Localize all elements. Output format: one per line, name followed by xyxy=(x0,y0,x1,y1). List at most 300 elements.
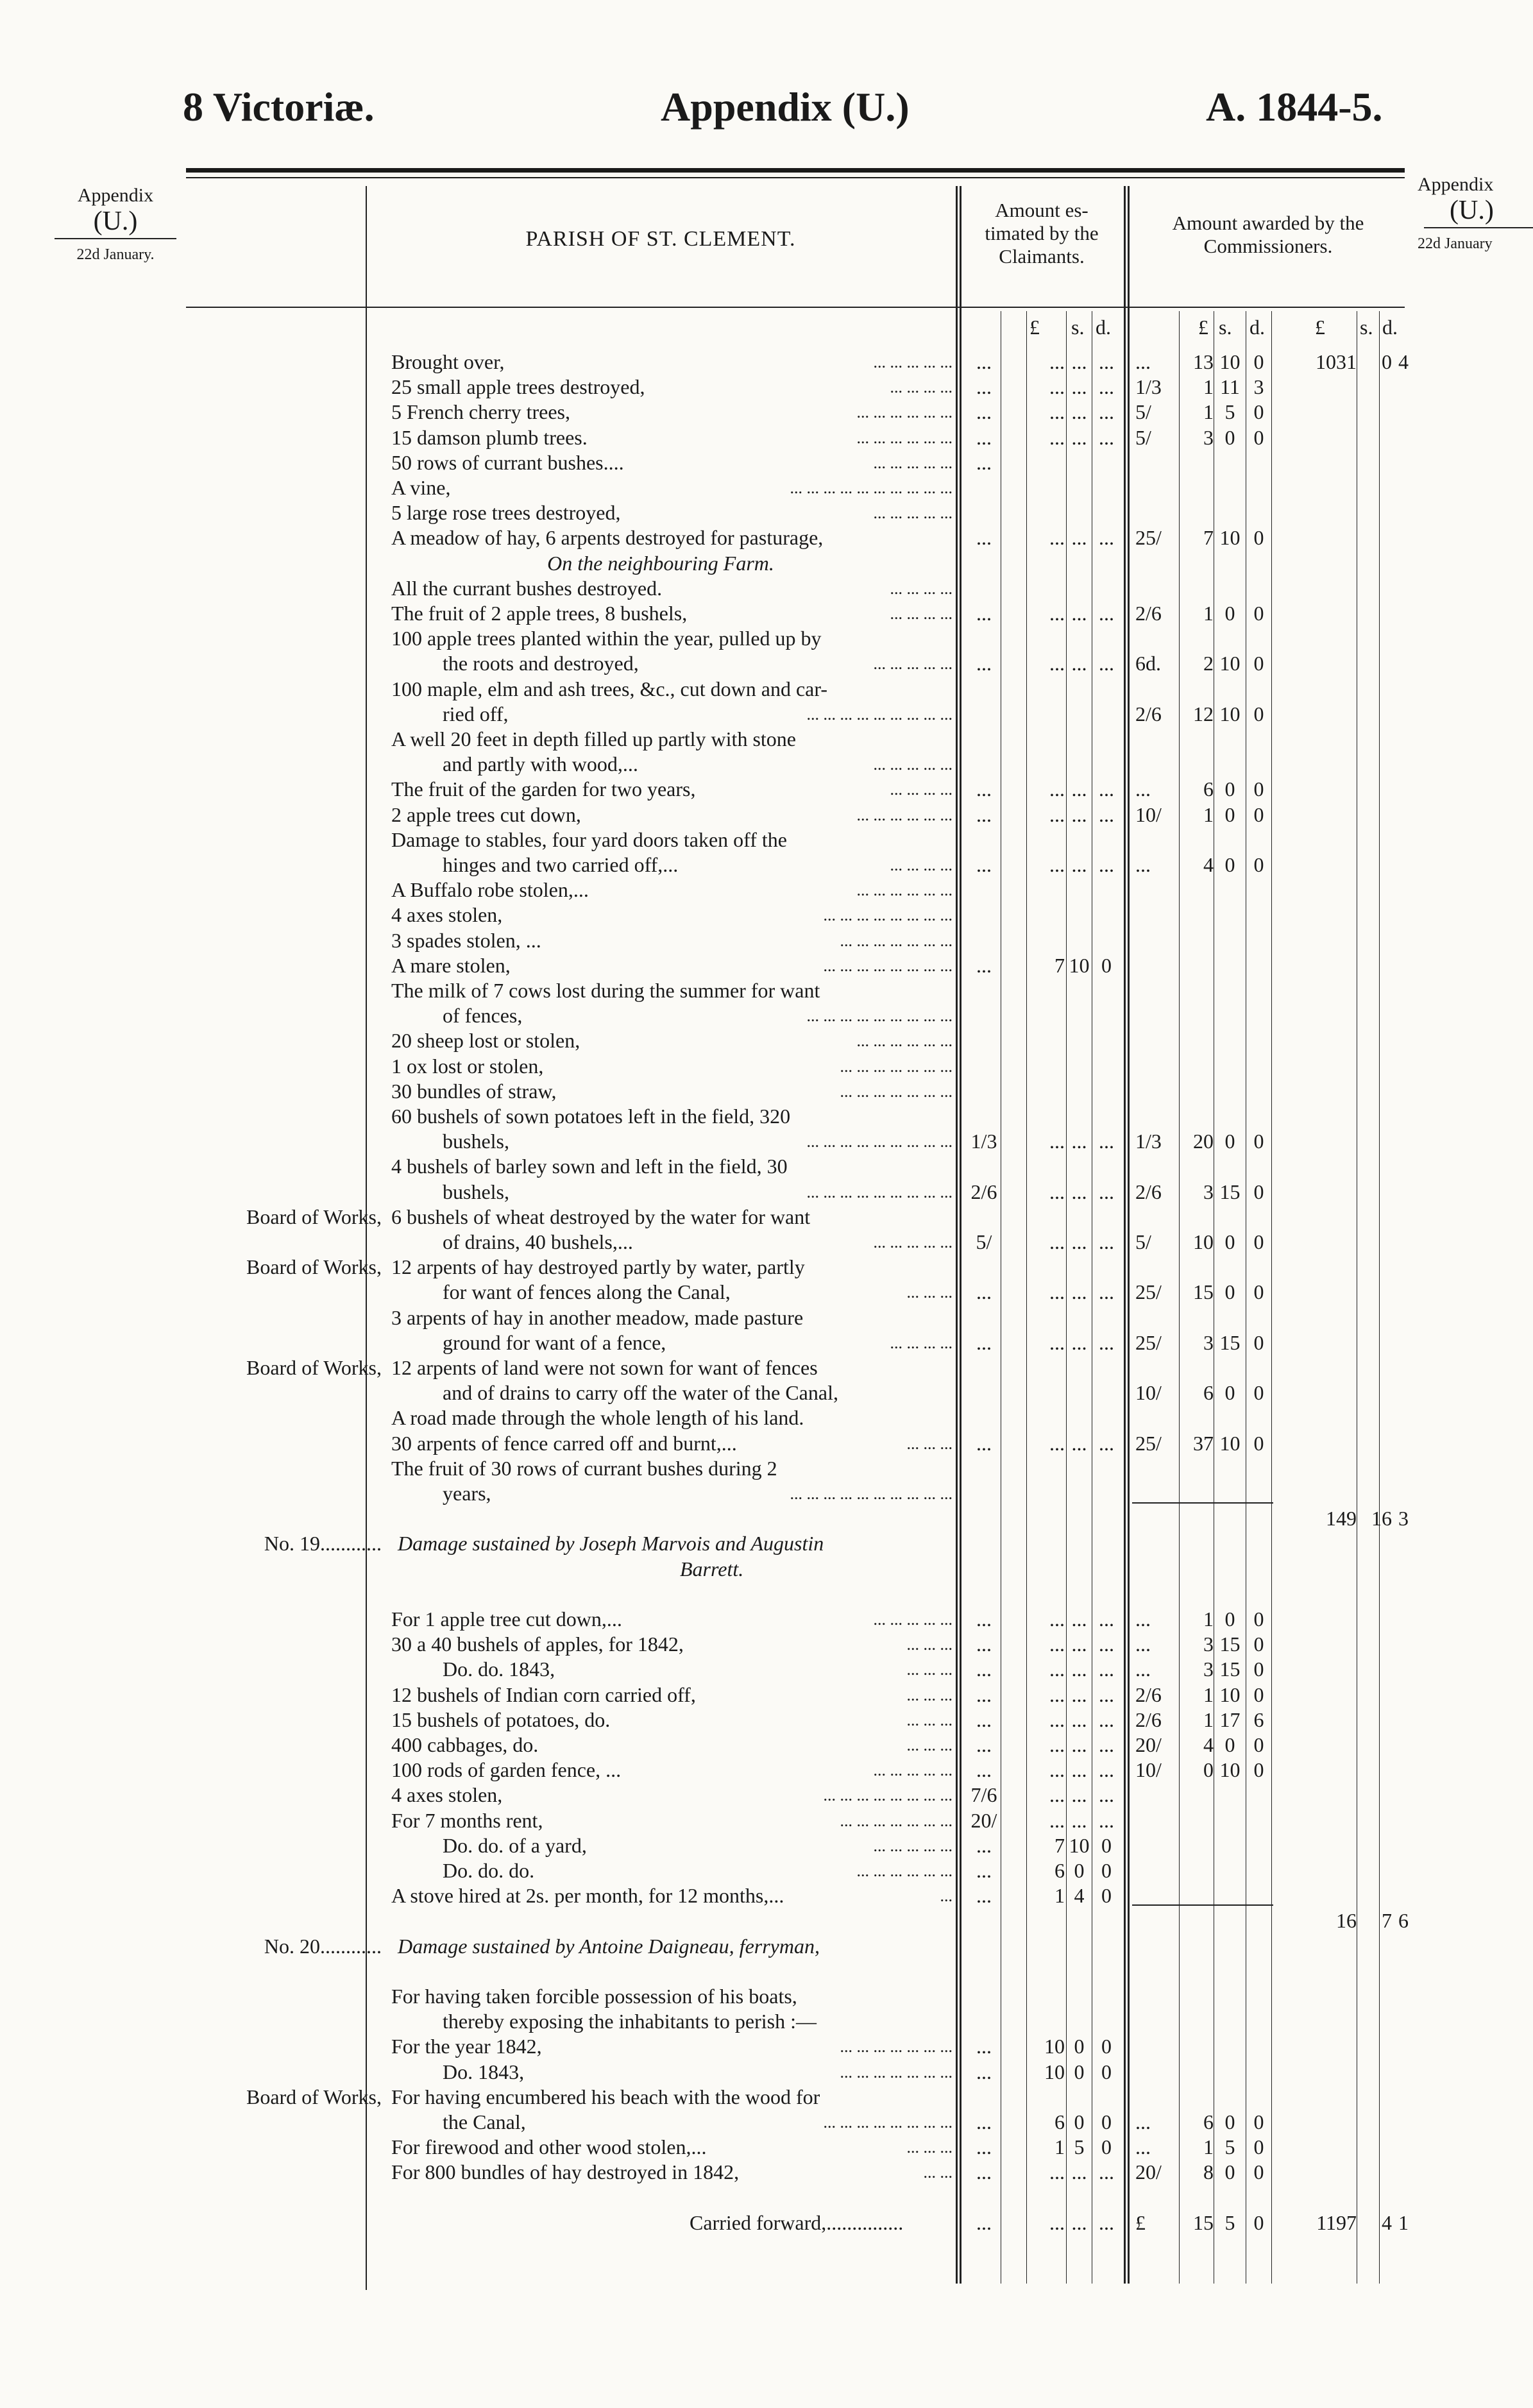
amount-p: 7 xyxy=(1054,953,1065,977)
margin-reference: Board of Works, xyxy=(246,1356,382,1379)
item-description: A vine, xyxy=(391,476,451,499)
amount-cs: 5 xyxy=(1224,2135,1235,2159)
amount-a: ... xyxy=(976,1431,992,1455)
claim-row xyxy=(0,1708,1533,1733)
claim-row xyxy=(0,1104,1533,1129)
amount-s: 10 xyxy=(1069,1833,1090,1857)
amount-s: ... xyxy=(1071,2160,1087,2184)
amount-s: 0 xyxy=(1074,2060,1085,2083)
leader-dots: ... ... ... ... ... ... xyxy=(856,403,953,422)
leader-dots: ... ... xyxy=(923,2163,953,2182)
item-description: 3 spades stolen, ... xyxy=(391,928,541,952)
claim-row xyxy=(0,525,1533,550)
leader-dots: ... ... ... ... xyxy=(890,780,953,799)
amount-a: ... xyxy=(976,400,992,424)
amount-p: ... xyxy=(1049,350,1065,373)
pound-head: £ xyxy=(1029,316,1040,339)
claim-row xyxy=(0,1733,1533,1758)
amount-p: ... xyxy=(1049,2160,1065,2184)
amount-cs: 10 xyxy=(1219,526,1241,550)
header-right: A. 1844-5. xyxy=(1206,84,1383,130)
item-description: 20 sheep lost or stolen, xyxy=(391,1029,580,1053)
claim-row xyxy=(0,601,1533,626)
claim-row xyxy=(0,852,1533,878)
amount-d: ... xyxy=(1099,1758,1114,1782)
amount-s: 5 xyxy=(1074,2135,1085,2159)
claim-row xyxy=(0,978,1533,1003)
subtotal-rule xyxy=(1132,1502,1273,1504)
amount-cs: 0 xyxy=(1224,425,1235,449)
estimated-header-line3: Claimants. xyxy=(999,245,1085,267)
amount-p: ... xyxy=(1049,1683,1065,1706)
amount-a: ... xyxy=(976,1733,992,1756)
item-description: Damage to stables, four yard doors taken off the xyxy=(391,827,787,851)
amount-r: 20/ xyxy=(1135,2160,1162,2184)
item-description: A road made through the whole length of his land. xyxy=(391,1406,804,1430)
claim-row xyxy=(0,1431,1533,1456)
item-description: A Buffalo robe stolen,... xyxy=(391,878,589,902)
leader-dots: ... ... ... ... ... ... xyxy=(856,428,953,447)
amount-cd: 3 xyxy=(1253,375,1264,399)
amount-p: 1 xyxy=(1054,2135,1065,2159)
amount-cp: 10 xyxy=(1193,1230,1214,1253)
amount-p: ... xyxy=(1049,526,1065,550)
amount-cp: 13 xyxy=(1193,350,1214,373)
item-description: For having taken forcible possession of his boats, xyxy=(391,1985,797,2008)
amount-d: ... xyxy=(1099,1431,1114,1455)
amount-p: ... xyxy=(1049,802,1065,826)
amount-cs: 10 xyxy=(1219,1758,1241,1782)
parish-title: PARISH OF ST. CLEMENT. xyxy=(525,227,796,251)
item-description: of fences, xyxy=(443,1004,523,1028)
claim-row xyxy=(0,2085,1533,2110)
margin-right-appendix: Appendix xyxy=(1418,174,1494,195)
item-description: the Canal, xyxy=(443,2110,526,2133)
claim-row xyxy=(0,1557,1533,1582)
claim-row xyxy=(0,1280,1533,1305)
amount-d: ... xyxy=(1099,425,1114,449)
awarded-header xyxy=(1130,212,1406,258)
amount-r: ... xyxy=(1135,1658,1151,1681)
amount-d: ... xyxy=(1099,1607,1114,1631)
amount-cs: 10 xyxy=(1219,702,1241,725)
item-description: 5 French cherry trees, xyxy=(391,400,570,424)
amount-r: 5/ xyxy=(1135,425,1151,449)
claim-row xyxy=(0,2009,1533,2034)
amount-cd: 0 xyxy=(1253,853,1264,876)
claim-row xyxy=(0,1003,1533,1028)
amount-r: 10/ xyxy=(1135,1381,1162,1405)
amount-cp: 1 xyxy=(1203,602,1214,625)
claim-row xyxy=(0,1405,1533,1430)
item-description: For 1 apple tree cut down,... xyxy=(391,1607,622,1631)
carried-forward-row xyxy=(0,2210,1533,2235)
claim-row xyxy=(0,576,1533,601)
leader-dots: ... ... ... ... ... ... xyxy=(856,1861,953,1880)
pence-head: d. xyxy=(1382,316,1398,339)
margin-reference: Board of Works, xyxy=(246,1205,382,1228)
item-description: 400 cabbages, do. xyxy=(391,1733,539,1756)
shilling-head: s. xyxy=(1219,316,1232,339)
item-description: 1 ox lost or stolen, xyxy=(391,1054,544,1078)
item-description: 4 bushels of barley sown and left in the field, 30 xyxy=(391,1155,788,1178)
item-description: of drains, 40 bushels,... xyxy=(443,1230,633,1253)
claim-row xyxy=(0,1758,1533,1783)
amount-s: ... xyxy=(1071,526,1087,550)
amount-tp: 1031 xyxy=(1316,350,1357,373)
amount-a: ... xyxy=(976,853,992,876)
claim-row xyxy=(0,1255,1533,1280)
amount-cp: 20 xyxy=(1193,1130,1214,1153)
amount-cd: 0 xyxy=(1253,1230,1264,1253)
amount-s: ... xyxy=(1071,1733,1087,1756)
amount-r: 10/ xyxy=(1135,802,1162,826)
amount-cp: 15 xyxy=(1193,1280,1214,1304)
awarded-header-line2: Commissioners. xyxy=(1203,235,1333,257)
amount-a: ... xyxy=(976,2035,992,2058)
amount-s: ... xyxy=(1071,1330,1087,1354)
item-description: Brought over, xyxy=(391,350,505,373)
item-description: A well 20 feet in depth filled up partly with stone xyxy=(391,727,796,750)
amount-r: ... xyxy=(1135,350,1151,373)
item-description: hinges and two carried off,... xyxy=(443,853,679,876)
amount-a: ... xyxy=(976,1833,992,1857)
amount-cd: 0 xyxy=(1253,2210,1264,2234)
amount-cd: 0 xyxy=(1253,1180,1264,1203)
section-heading: Damage sustained by Antoine Daigneau, ferryman, xyxy=(398,1934,820,1958)
amount-a: 5/ xyxy=(976,1230,992,1253)
amount-cs: 0 xyxy=(1224,602,1235,625)
leader-dots: ... ... ... ... ... ... ... ... xyxy=(823,906,953,925)
leader-dots: ... ... ... xyxy=(906,1710,953,1729)
leader-dots: ... ... ... ... ... xyxy=(873,755,953,774)
amount-a: ... xyxy=(976,1658,992,1681)
leader-dots: ... ... ... ... ... ... ... ... xyxy=(823,956,953,975)
shilling-head: s. xyxy=(1071,316,1085,339)
amount-a: ... xyxy=(976,802,992,826)
item-description: For firewood and other wood stolen,... xyxy=(391,2135,707,2159)
amount-s: ... xyxy=(1071,1180,1087,1203)
item-description: and of drains to carry off the water of the Canal, xyxy=(443,1381,838,1405)
leader-dots: ... ... ... xyxy=(906,1660,953,1679)
amount-r: 2/6 xyxy=(1135,602,1162,625)
item-description: The fruit of 2 apple trees, 8 bushels, xyxy=(391,602,688,625)
amount-d: ... xyxy=(1099,602,1114,625)
margin-right-u: (U.) xyxy=(1450,196,1494,225)
item-description: 12 arpents of land were not sown for want of fences xyxy=(391,1356,818,1379)
amount-cd: 0 xyxy=(1253,2135,1264,2159)
amount-tp: 149 xyxy=(1326,1507,1357,1530)
amount-s: ... xyxy=(1071,2210,1087,2234)
claim-row xyxy=(0,1180,1533,1205)
item-description: The fruit of 30 rows of currant bushes during 2 xyxy=(391,1456,777,1480)
leader-dots: ... ... ... ... ... ... ... ... ... xyxy=(806,704,953,724)
amount-cd: 0 xyxy=(1253,1280,1264,1304)
claim-row xyxy=(0,1054,1533,1079)
amount-cp: 1 xyxy=(1203,1683,1214,1706)
item-description: 12 bushels of Indian corn carried off, xyxy=(391,1683,696,1706)
item-description: For having encumbered his beach with the wood for xyxy=(391,2085,820,2108)
claim-row xyxy=(0,777,1533,802)
amount-cd: 0 xyxy=(1253,1381,1264,1405)
amount-cd: 0 xyxy=(1253,1758,1264,1782)
item-description: 25 small apple trees destroyed, xyxy=(391,375,645,399)
claim-row xyxy=(0,2060,1533,2085)
amount-cp: 3 xyxy=(1203,425,1214,449)
amount-r: 2/6 xyxy=(1135,1683,1162,1706)
item-description: and partly with wood,... xyxy=(443,752,638,776)
amount-d: 0 xyxy=(1101,1833,1112,1857)
amount-a: ... xyxy=(976,2110,992,2133)
leader-dots: ... ... ... ... ... ... ... xyxy=(840,2062,953,2082)
claim-row xyxy=(0,827,1533,852)
leader-dots: ... ... ... xyxy=(906,1736,953,1754)
amount-cd: 0 xyxy=(1253,1431,1264,1455)
leader-dots: ... ... ... xyxy=(906,1685,953,1704)
amount-d: ... xyxy=(1099,1180,1114,1203)
amount-d: ... xyxy=(1099,2210,1114,2234)
amount-cs: 0 xyxy=(1224,853,1235,876)
leader-dots: ... ... ... ... ... xyxy=(873,1761,953,1780)
amount-s: ... xyxy=(1071,375,1087,399)
claim-row xyxy=(0,375,1533,400)
amount-r: £ xyxy=(1135,2210,1146,2234)
amount-a: 1/3 xyxy=(970,1130,997,1153)
amount-s: 0 xyxy=(1074,2035,1085,2058)
claim-row xyxy=(0,1355,1533,1380)
claim-row xyxy=(0,702,1533,727)
amount-a: ... xyxy=(976,1884,992,1908)
claim-row xyxy=(0,2034,1533,2059)
item-description: 12 arpents of hay destroyed partly by water, partly xyxy=(391,1255,805,1279)
leader-dots: ... ... ... ... xyxy=(890,579,953,598)
item-description: 4 axes stolen, xyxy=(391,1783,503,1807)
claim-row xyxy=(0,1858,1533,1883)
margin-left-u: (U.) xyxy=(93,207,138,236)
margin-left-date: 22d January. xyxy=(76,246,155,263)
amount-d: ... xyxy=(1099,2160,1114,2184)
amount-s: ... xyxy=(1071,1758,1087,1782)
amount-d: ... xyxy=(1099,1330,1114,1354)
amount-p: ... xyxy=(1049,375,1065,399)
amount-d: 0 xyxy=(1101,1859,1112,1882)
item-description: the roots and destroyed, xyxy=(443,652,639,675)
leader-dots: ... ... ... ... ... ... ... xyxy=(840,931,953,950)
amount-r: ... xyxy=(1135,2135,1151,2159)
awarded-header-line1: Amount awarded by the xyxy=(1172,212,1364,234)
amount-cs: 0 xyxy=(1224,1280,1235,1304)
amount-a: ... xyxy=(976,450,992,474)
item-description: thereby exposing the inhabitants to perish :— xyxy=(443,2010,817,2033)
claim-row xyxy=(0,1330,1533,1355)
margin-reference: Board of Works, xyxy=(246,1255,382,1279)
amount-p: ... xyxy=(1049,1607,1065,1631)
leader-dots: ... ... ... ... xyxy=(890,856,953,874)
claim-row xyxy=(0,802,1533,827)
amount-a: 20/ xyxy=(970,1808,997,1832)
item-description: A meadow of hay, 6 arpents destroyed for pasturage, xyxy=(391,526,824,550)
leader-dots: ... ... ... ... ... xyxy=(873,1836,953,1855)
amount-cs: 0 xyxy=(1224,1733,1235,1756)
claim-row xyxy=(0,1883,1533,1908)
amount-a: ... xyxy=(976,2135,992,2159)
claim-row xyxy=(0,1783,1533,1808)
amount-r: 1/3 xyxy=(1135,1130,1162,1153)
amount-p: ... xyxy=(1049,1758,1065,1782)
amount-r: ... xyxy=(1135,777,1151,801)
leader-dots: ... ... ... xyxy=(906,1434,953,1453)
leader-dots: ... ... ... xyxy=(906,1635,953,1654)
amount-cs: 10 xyxy=(1219,350,1241,373)
amount-cp: 1 xyxy=(1203,400,1214,424)
amount-cs: 11 xyxy=(1220,375,1240,399)
amount-s: ... xyxy=(1071,1280,1087,1304)
amount-cs: 0 xyxy=(1224,1607,1235,1631)
margin-reference: No. 20............ xyxy=(264,1934,382,1958)
amount-s: 10 xyxy=(1069,953,1090,977)
item-description: bushels, xyxy=(443,1180,509,1203)
item-description: bushels, xyxy=(443,1130,509,1153)
claim-row xyxy=(0,475,1533,500)
amount-p: ... xyxy=(1049,1783,1065,1807)
amount-cs: 0 xyxy=(1224,1230,1235,1253)
amount-r: 20/ xyxy=(1135,1733,1162,1756)
item-description: 5 large rose trees destroyed, xyxy=(391,501,621,525)
amount-d: 0 xyxy=(1101,1884,1112,1908)
amount-d: ... xyxy=(1099,400,1114,424)
amount-cp: 15 xyxy=(1193,2210,1214,2234)
amount-cd: 0 xyxy=(1253,602,1264,625)
amount-tp: 16 xyxy=(1336,1909,1357,1933)
amount-s: 0 xyxy=(1074,2110,1085,2133)
amount-cp: 4 xyxy=(1203,1733,1214,1756)
amount-p: ... xyxy=(1049,652,1065,675)
amount-d: ... xyxy=(1099,1683,1114,1706)
item-description: 50 rows of currant bushes.... xyxy=(391,450,624,474)
amount-a: ... xyxy=(976,2160,992,2184)
amount-ts: 0 xyxy=(1382,350,1392,373)
amount-d: 0 xyxy=(1101,953,1112,977)
leader-dots: ... ... ... ... ... ... ... xyxy=(840,1081,953,1101)
amount-cd: 0 xyxy=(1253,702,1264,725)
amount-r: 25/ xyxy=(1135,526,1162,550)
amount-r: 1/3 xyxy=(1135,375,1162,399)
claim-row xyxy=(0,2135,1533,2160)
item-description: Do. do. do. xyxy=(443,1859,535,1882)
item-description: A mare stolen, xyxy=(391,953,511,977)
section-heading-cont: Barrett. xyxy=(680,1557,744,1581)
amount-s: ... xyxy=(1071,400,1087,424)
amount-p: ... xyxy=(1049,1632,1065,1656)
margin-reference: No. 19............ xyxy=(264,1532,382,1556)
amount-s: ... xyxy=(1071,1808,1087,1832)
claim-row xyxy=(0,1833,1533,1858)
amount-s: ... xyxy=(1071,853,1087,876)
amount-cp: 1 xyxy=(1203,1607,1214,1631)
claim-row xyxy=(0,878,1533,903)
leader-dots: ... ... ... ... xyxy=(890,1333,953,1352)
claim-row xyxy=(0,1657,1533,1682)
amount-p: ... xyxy=(1049,777,1065,801)
margin-reference: Board of Works, xyxy=(246,2085,382,2108)
amount-p: ... xyxy=(1049,1230,1065,1253)
item-description: A stove hired at 2s. per month, for 12 months,... xyxy=(391,1884,784,1908)
amount-p: ... xyxy=(1049,1733,1065,1756)
amount-r: 2/6 xyxy=(1135,1708,1162,1731)
amount-cp: 8 xyxy=(1203,2160,1214,2184)
amount-cs: 0 xyxy=(1224,2160,1235,2184)
item-description: Carried forward,............... xyxy=(690,2210,904,2234)
amount-d: ... xyxy=(1099,652,1114,675)
amount-s: ... xyxy=(1071,1683,1087,1706)
amount-cs: 15 xyxy=(1219,1658,1241,1681)
amount-s: ... xyxy=(1071,425,1087,449)
claim-row xyxy=(0,1632,1533,1657)
claim-row xyxy=(0,727,1533,752)
amount-a: ... xyxy=(976,777,992,801)
amount-cs: 10 xyxy=(1219,1683,1241,1706)
item-description: For the year 1842, xyxy=(391,2035,542,2058)
section-heading-row xyxy=(0,1934,1533,1959)
amount-s: ... xyxy=(1071,1783,1087,1807)
amount-r: ... xyxy=(1135,1607,1151,1631)
amount-p: ... xyxy=(1049,1130,1065,1153)
amount-p: 10 xyxy=(1044,2060,1065,2083)
amount-d: ... xyxy=(1099,1733,1114,1756)
amount-d: ... xyxy=(1099,1808,1114,1832)
amount-s: ... xyxy=(1071,602,1087,625)
leader-dots: ... ... ... ... ... ... ... ... xyxy=(823,1786,953,1805)
amount-cd: 0 xyxy=(1253,2110,1264,2133)
leader-dots: ... ... ... ... ... ... xyxy=(856,881,953,900)
leader-dots: ... ... ... ... ... ... ... xyxy=(840,1811,953,1830)
claim-row xyxy=(0,1230,1533,1255)
margin-left-appendix: Appendix xyxy=(77,185,154,206)
amount-cs: 0 xyxy=(1224,1130,1235,1153)
subtotal-rule xyxy=(1132,1904,1273,1906)
margin-left-brace xyxy=(55,238,176,239)
item-description: 60 bushels of sown potatoes left in the field, 320 xyxy=(391,1105,791,1128)
amount-cd: 6 xyxy=(1253,1708,1264,1731)
amount-a: ... xyxy=(976,425,992,449)
claim-row xyxy=(0,500,1533,525)
amount-cp: 3 xyxy=(1203,1180,1214,1203)
amount-p: 6 xyxy=(1054,2110,1065,2133)
amount-a: ... xyxy=(976,2210,992,2234)
amount-cs: 5 xyxy=(1224,2210,1235,2234)
margin-note-right xyxy=(1418,172,1533,257)
amount-cs: 0 xyxy=(1224,2110,1235,2133)
item-description: 30 arpents of fence carred off and burnt,... xyxy=(391,1431,737,1455)
claim-row xyxy=(0,1456,1533,1481)
amount-cd: 0 xyxy=(1253,1658,1264,1681)
amount-p: ... xyxy=(1049,2210,1065,2234)
amount-cd: 0 xyxy=(1253,1632,1264,1656)
claim-row xyxy=(0,677,1533,702)
leader-dots: ... ... ... xyxy=(906,2138,953,2157)
header-rule-thick xyxy=(186,168,1405,173)
claim-row xyxy=(0,1959,1533,1984)
amount-s: 0 xyxy=(1074,1859,1085,1882)
amount-a: ... xyxy=(976,1607,992,1631)
amount-p: ... xyxy=(1049,400,1065,424)
amount-cd: 0 xyxy=(1253,1683,1264,1706)
amount-p: ... xyxy=(1049,1280,1065,1304)
item-description: 100 rods of garden fence, ... xyxy=(391,1758,622,1782)
item-description: Do. 1843, xyxy=(443,2060,525,2083)
amount-cs: 0 xyxy=(1224,802,1235,826)
item-description: 2 apple trees cut down, xyxy=(391,802,581,826)
